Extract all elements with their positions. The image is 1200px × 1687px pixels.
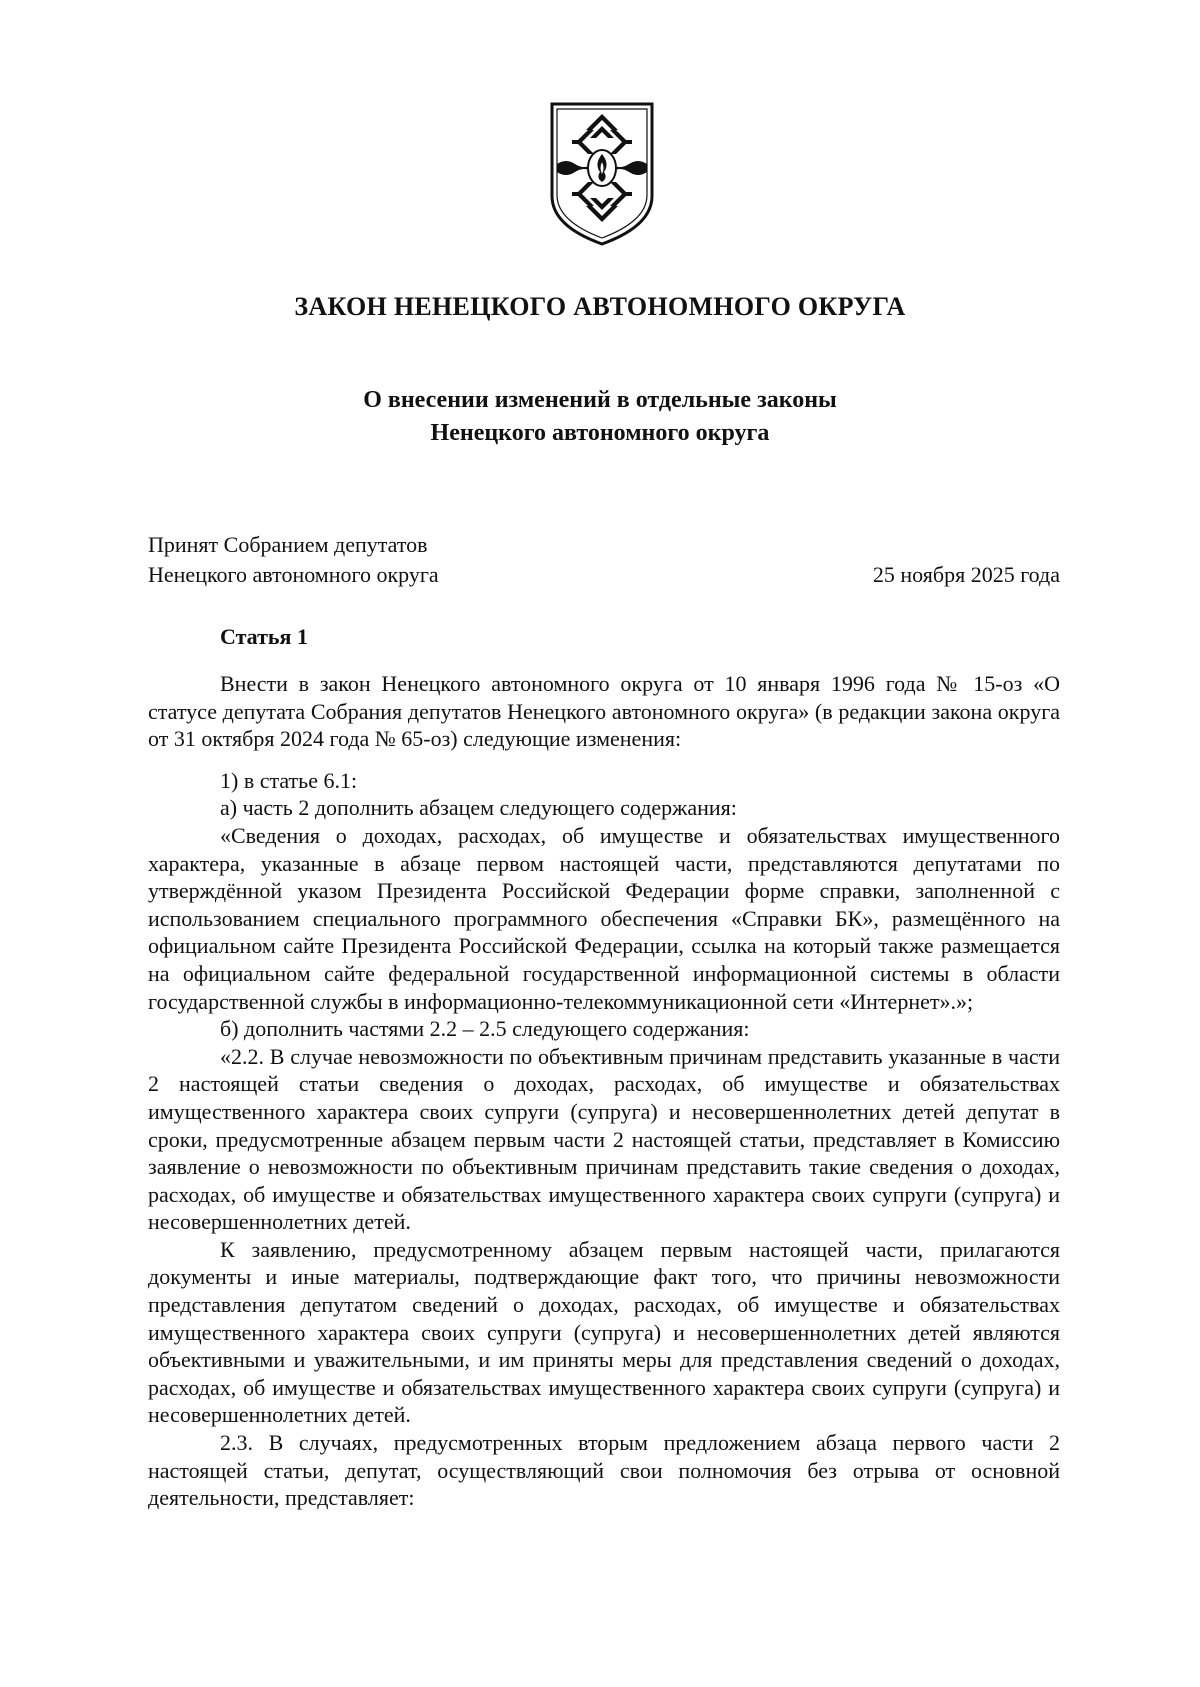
article-body bbox=[148, 670, 1060, 1512]
paragraph: б) дополнить частями 2.2 – 2.5 следующего содержания: bbox=[220, 1016, 750, 1042]
adoption-info bbox=[148, 530, 439, 590]
paragraph: «Сведения о доходах, расходах, об имуществе и обязательствах имущественного характера, указанные в абзаце первом настоящей части, представляются депутатами по утверждённой указом Президента Российской Федерации форме справки, заполненной с использованием специального программного обеспечения «Справки БК», размещённого на официальном сайте Президента Российской Федерации, ссылка на который также размещается на официальном сайте федеральной государственной информационной системы в области государственной службы в информационно-телекоммуникационной сети «Интернет».»; bbox=[148, 822, 1060, 1014]
adoption-date: 25 ноября 2025 года bbox=[872, 562, 1060, 587]
paragraph: а) часть 2 дополнить абзацем следующего содержания: bbox=[220, 795, 737, 821]
adopted-by-line: Ненецкого автономного округа bbox=[148, 562, 439, 587]
paragraph: 1) в статье 6.1: bbox=[220, 767, 358, 793]
paragraph: 2.3. В случаях, предусмотренных вторым предложением абзаца первого части 2 настоящей статьи, депутат, осуществляющий свои полномочия без отрыва от основной деятельности, представляет: bbox=[148, 1430, 1060, 1511]
paragraph: «2.2. В случае невозможности по объективным причинам представить указанные в части 2 настоящей статьи сведения о доходах, расходах, об имуществе и обязательствах имущественного характера своих супруги (супруга) и несовершеннолетних детей депутат в сроки, предусмотренные абзацем первым части 2 настоящей статьи, представляет в Комиссию заявление о невозможности по объективным причинам представить такие сведения о доходах, расходах, об имуществе и обязательствах имущественного характера своих супруги (супруга) и несовершеннолетних детей. bbox=[148, 1043, 1060, 1235]
adopted-by-line: Принят Собранием депутатов bbox=[148, 532, 428, 557]
law-subtitle bbox=[0, 384, 1200, 450]
subtitle-line: О внесении изменений в отдельные законы bbox=[363, 387, 837, 413]
paragraph: К заявлению, предусмотренному абзацем первым настоящей части, прилагаются документы и иные материалы, подтверждающие факт того, что причины невозможности представления депутатом сведений о доходах, расходах, об имуществе и обязательствах имущественного характера своих супруги (супруга) и несовершеннолетних детей являются объективными и уважительными, и им приняты меры для представления сведений о доходах, расходах, об имуществе и обязательствах имущественного характера своих супруги (супруга) и несовершеннолетних детей. bbox=[148, 1236, 1060, 1428]
subtitle-line: Ненецкого автономного округа bbox=[430, 420, 770, 446]
paragraph: Внести в закон Ненецкого автономного округа от 10 января 1996 года № 15-оз «О статусе депутата Собрания депутатов Ненецкого автономного округа» (в редакции закона округа от 31 октября 2024 года № 65-оз) следующие изменения: bbox=[148, 671, 1060, 752]
article-heading: Статья 1 bbox=[220, 624, 308, 649]
coat-of-arms-icon bbox=[546, 98, 658, 248]
law-title: ЗАКОН НЕНЕЦКОГО АВТОНОМНОГО ОКРУГА bbox=[294, 292, 906, 321]
